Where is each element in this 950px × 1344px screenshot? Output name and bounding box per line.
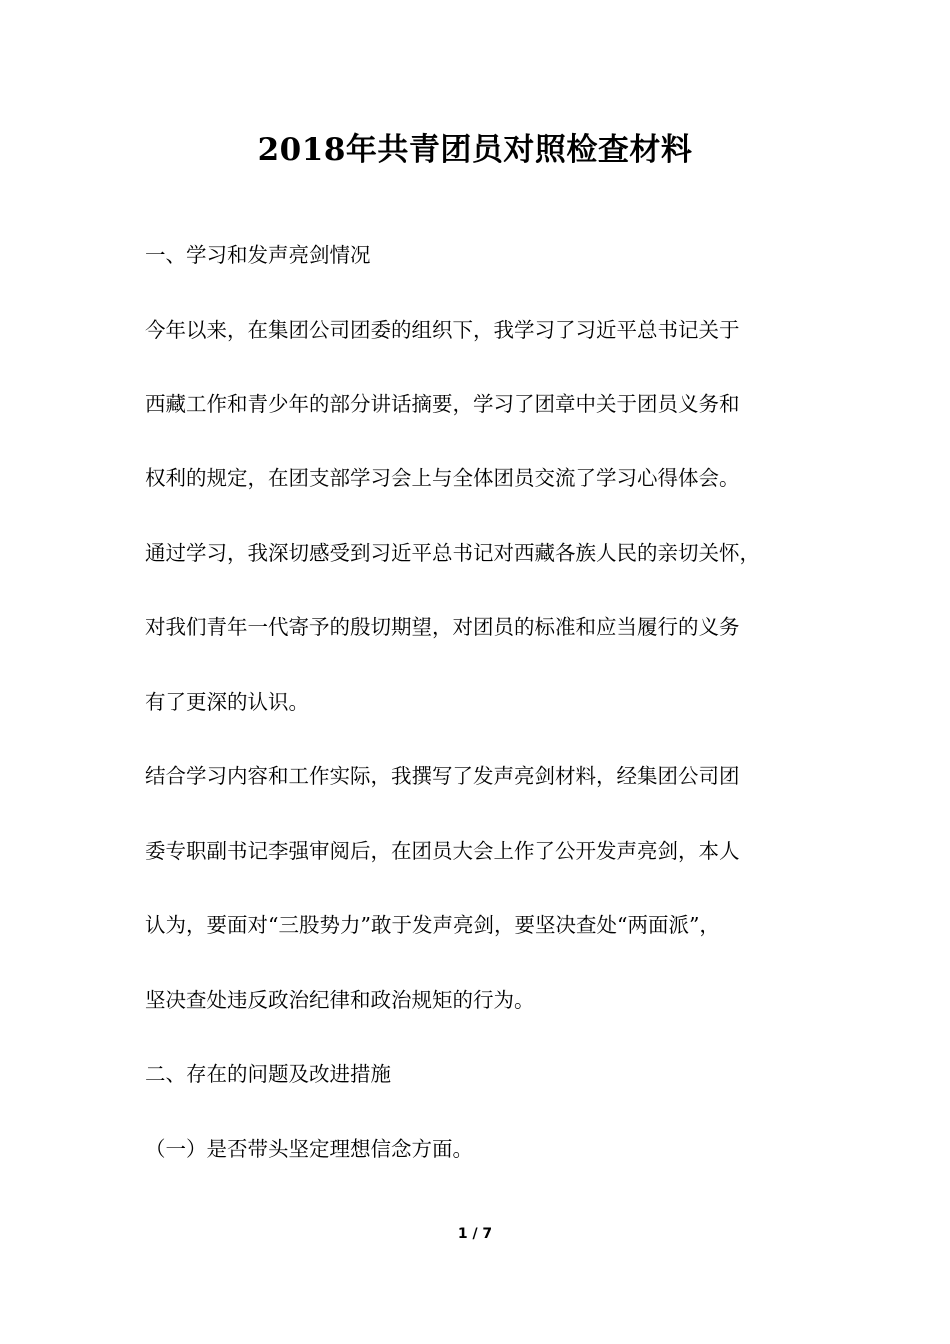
paragraph-line-6: 有了更深的认识。 [145, 690, 309, 714]
section-heading-1: 一、学习和发声亮剑情况 [145, 243, 371, 267]
paragraph-line-4: 通过学习，我深切感受到习近平总书记对西藏各族人民的亲切关怀， [145, 541, 760, 565]
paragraph-line-1: 今年以来，在集团公司团委的组织下，我学习了习近平总书记关于 [145, 318, 740, 342]
page-indicator: 1 / 7 [457, 1226, 493, 1242]
paragraph-line-9: 认为，要面对“三股势力”敢于发声亮剑，要坚决查处“两面派”， [145, 913, 720, 937]
paragraph-line-5: 对我们青年一代寄予的殷切期望，对团员的标准和应当履行的义务 [145, 615, 740, 639]
paragraph-line-8: 委专职副书记李强审阅后，在团员大会上作了公开发声亮剑，本人 [145, 839, 740, 863]
paragraph-line-7: 结合学习内容和工作实际，我撰写了发声亮剑材料，经集团公司团 [145, 764, 740, 788]
paragraph-line-10: 坚决查处违反政治纪律和政治规矩的行为。 [145, 988, 535, 1012]
paragraph-line-2: 西藏工作和青少年的部分讲话摘要，学习了团章中关于团员义务和 [145, 392, 740, 416]
section-heading-2: 二、存在的问题及改进措施 [145, 1062, 391, 1086]
paragraph-line-3: 权利的规定，在团支部学习会上与全体团员交流了学习心得体会。 [145, 466, 740, 490]
document-title: 2018年共青团员对照检查材料 [257, 132, 693, 168]
subsection-heading-1: （一）是否带头坚定理想信念方面。 [145, 1137, 473, 1161]
